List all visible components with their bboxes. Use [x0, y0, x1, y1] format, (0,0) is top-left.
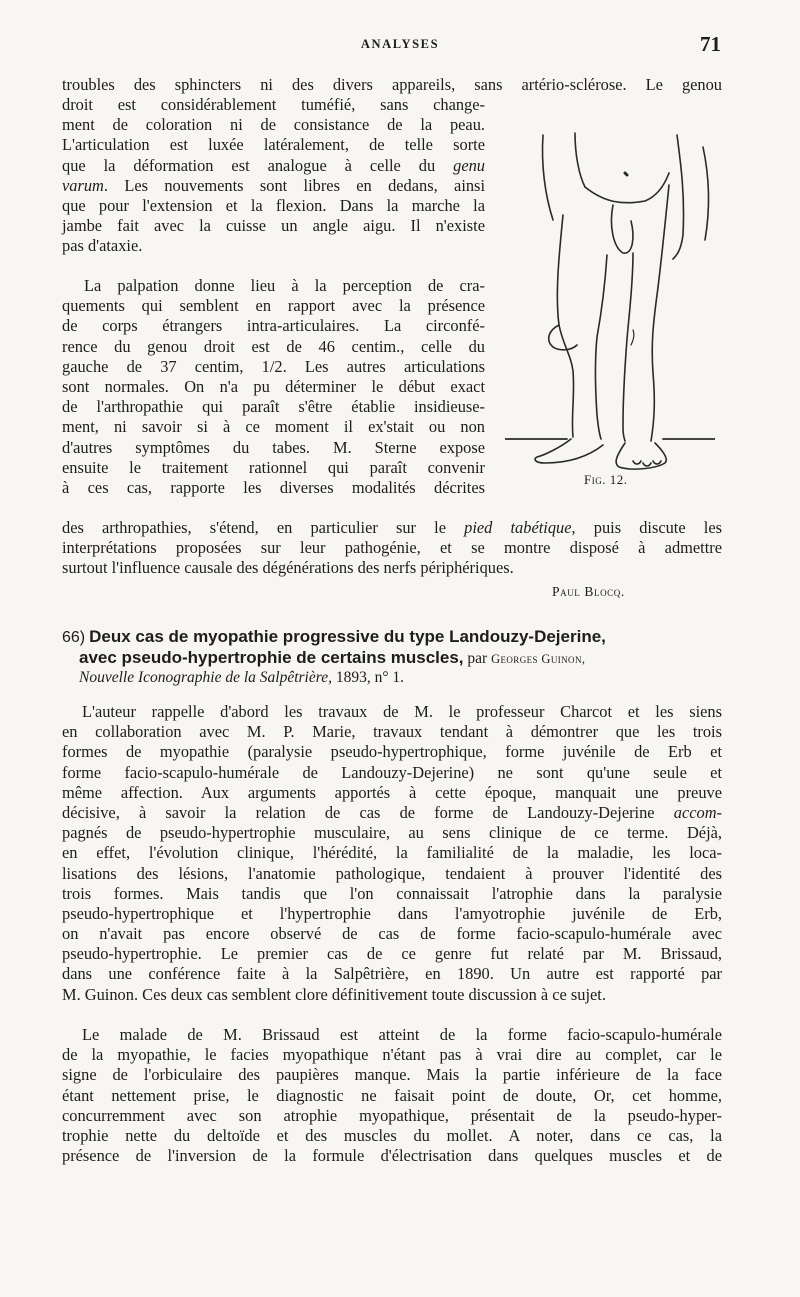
text-line: concurremment avec son atrophie myopathique, présentait de la pseudo-hyper- — [62, 1105, 722, 1125]
text-line: formes de myopathie (paralysie pseudo-hypertrophique, forme juvénile de Erb et — [62, 742, 722, 762]
text-line: surtout l'influence causale des dégénérations des nerfs périphériques. — [62, 558, 514, 578]
title-line-2 — [62, 648, 722, 669]
article-journal: Nouvelle Iconographie de la Salpêtrière, — [79, 669, 332, 686]
text-line — [62, 803, 722, 823]
text-line: La palpation donne lieu à la perception de cra- — [84, 276, 485, 295]
article-title-part2: avec pseudo-hypertrophie de certains muscles, — [79, 648, 464, 667]
text-line: dans une conférence faite à la Salpêtrière, en 1890. Un autre est rapporté par — [62, 964, 722, 984]
signature: Paul Blocq. — [552, 584, 625, 599]
text-line — [62, 176, 485, 196]
page-number: 71 — [700, 32, 721, 56]
par-word: par — [463, 650, 492, 667]
text-line: rence du genou droit est de 46 centim., celle du — [62, 336, 485, 356]
text-line: M. Guinon. Ces deux cas semblent clore définitivement toute discussion à ce sujet. — [62, 984, 606, 1004]
text-line: à ces cas, rapporte les diverses modalités décrites — [62, 477, 485, 497]
text-line: de l'arthropathie qui paraît s'être établie insidieuse- — [62, 397, 485, 417]
body-paragraph-2 — [62, 1025, 722, 1166]
text-line: ment, ni savoir si à ce moment il ex'stait ou non — [62, 417, 485, 437]
text-line: droit est considérablement tuméfié, sans change- — [62, 95, 485, 114]
title-line-3 — [62, 669, 722, 690]
italic-genu: genu — [453, 155, 485, 175]
body-paragraph-1 — [62, 702, 722, 1005]
text-line: interprétations proposées sur leur pathogénie, et se montre disposé à admettre — [62, 538, 722, 558]
text-line: forme facio-scapulo-humérale de Landouzy-Dejerine) ne sont qu'une seule et — [62, 762, 722, 782]
text-line: de la myopathie, le facies myopathique n'étant pas à vrai dire au complet, car le — [62, 1045, 722, 1065]
text-line: gauche de 37 centim, 1/2. Les autres articulations — [62, 356, 485, 376]
italic-pied-tabetique: pied tabétique — [464, 518, 572, 537]
article-title-part1: Deux cas de myopathie progressive du type Landouzy-Dejerine, — [89, 627, 606, 646]
text-line: Le malade de M. Brissaud est atteint de la forme facio-scapulo-humérale — [82, 1025, 722, 1044]
text-line: en effet, l'évolution clinique, l'hérédité, la familialité de la maladie, les loca- — [62, 843, 722, 863]
italic-varum: varum — [62, 175, 104, 195]
text-line: même affection. Aux arguments apportés à cette époque, manquait une preuve — [62, 782, 722, 802]
running-header: ANALYSES — [360, 37, 440, 51]
text-fragment: , puis discute les — [571, 518, 722, 537]
text-fragment: . Les nouvements sont libres en dedans, ainsi — [103, 175, 485, 195]
text-line: pseudo-hypertrophie. Le premier cas de ce genre fut relaté par M. Brissaud, — [62, 944, 722, 964]
text-fragment: des arthropathies, s'étend, en particulier sur le — [62, 518, 465, 537]
text-line: trois formes. Mais tandis que l'on connaissait l'atrophie dans la paralysie — [62, 883, 722, 903]
text-fragment: que la déformation est analogue à celle du — [62, 155, 454, 175]
figure-legs-illustration — [505, 125, 715, 485]
text-line: on n'avait pas encore observé de cas de forme facio-scapulo-humérale avec — [62, 924, 722, 944]
full-width-paragraph — [62, 518, 722, 579]
text-line: de corps étrangers intra-articulaires. La circonfé- — [62, 316, 485, 336]
text-line: ment de coloration ni de consistance de la peau. — [62, 115, 485, 135]
column-paragraph-2 — [62, 276, 485, 498]
text-line: troubles des sphincters ni des divers appareils, sans artério-sclérose. Le genou — [62, 75, 722, 94]
text-line: trophie nette du deltoïde et des muscles du mollet. A noter, dans ce cas, la — [62, 1125, 722, 1145]
text-line — [62, 156, 485, 176]
text-line-full — [62, 75, 722, 95]
text-line: L'articulation est luxée latéralement, de telle sorte — [62, 135, 485, 155]
article-citation: 1893, n° 1. — [331, 669, 405, 686]
text-line: signe de l'orbiculaire des paupières manque. Mais la partie inférieure de la face — [62, 1065, 722, 1085]
figure-caption: Fig. 12. — [584, 472, 628, 487]
text-line: quements qui semblent en rapport avec la présence — [62, 296, 485, 316]
text-line: sont normales. On n'a pu déterminer le début exact — [62, 376, 485, 396]
article-author: Georges Guinon, — [491, 652, 586, 666]
text-line: pseudo-hypertrophique et l'hypertrophie dans l'amyotrophie juvénile de Erb, — [62, 903, 722, 923]
text-line — [62, 518, 722, 538]
italic-accom: accom- — [673, 802, 722, 822]
column-paragraph-1 — [62, 95, 485, 257]
title-line-1 — [62, 627, 722, 648]
text-line: que pour l'extension et la flexion. Dans la marche la — [62, 195, 485, 215]
text-line: pas d'ataxie. — [62, 236, 143, 256]
text-line: ensuite le traitement rationnel qui paraît convenir — [62, 457, 485, 477]
text-line: présence de l'inversion de la formule d'électrisation dans quelques muscles et de — [62, 1146, 722, 1166]
article-heading — [62, 627, 722, 690]
text-line: L'auteur rappelle d'abord les travaux de M. le professeur Charcot et les siens — [82, 702, 722, 721]
text-line: lisations des lésions, l'anatomie pathologique, tendaient à prouver l'identité des — [62, 863, 722, 883]
text-fragment: décisive, à savoir la relation de cas de forme de Landouzy-Dejerine — [62, 802, 674, 822]
text-line: jambe fait avec la cuisse un angle aigu. Il n'existe — [62, 216, 485, 236]
text-line: pagnés de pseudo-hypertrophie musculaire, au sens clinique de ce terme. Déjà, — [62, 823, 722, 843]
text-line: en collaboration avec M. P. Marie, travaux tendant à démontrer que les trois — [62, 722, 722, 742]
article-number: 66) — [62, 629, 86, 646]
text-line: étant nettement prise, le diagnostic ne faisait point de doute, Or, cet homme, — [62, 1085, 722, 1105]
text-line: d'autres symptômes du tabes. M. Sterne expose — [62, 437, 485, 457]
